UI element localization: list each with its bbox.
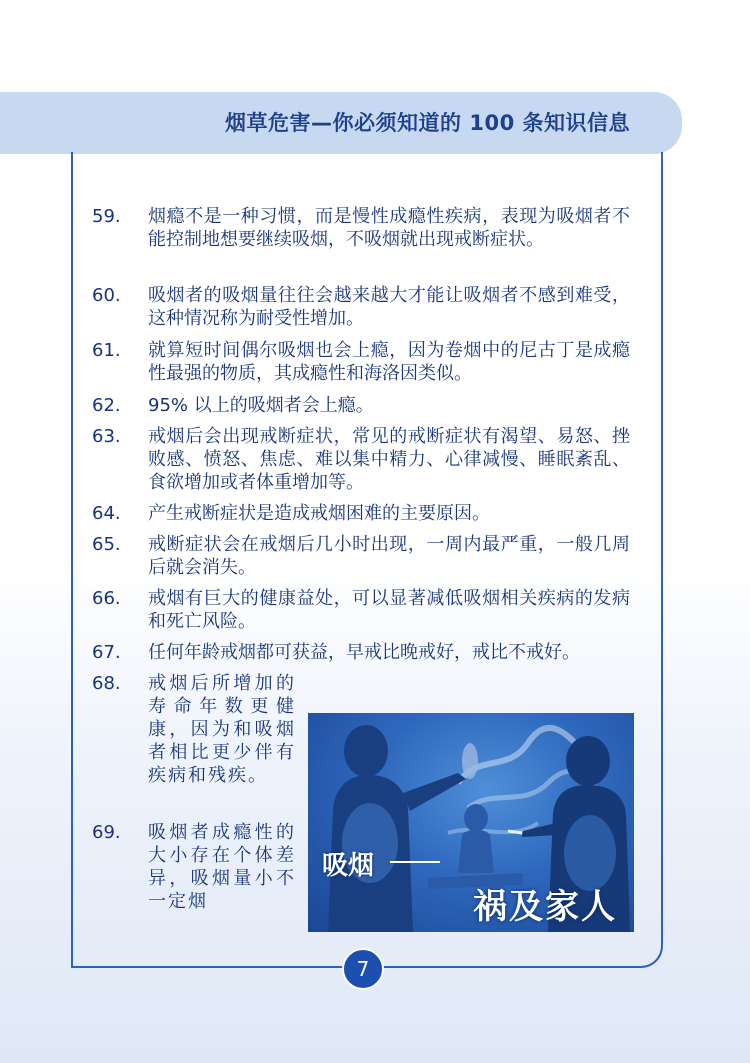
item-number: 66. [92,588,121,609]
item-text: 任何年龄戒烟都可获益，早戒比晚戒好，戒比不戒好。 [148,642,580,663]
page-number: 7 [342,948,384,990]
item-text: 戒断症状会在戒烟后几小时出现，一周内最严重，一般几周后就会消失。 [148,534,630,578]
item-text: 95% 以上的吸烟者会上瘾。 [148,395,374,416]
item-text: 戒烟有巨大的健康益处，可以显著减低吸烟相关疾病的发病和死亡风险。 [148,588,630,632]
item-number: 69. [92,822,121,843]
item-text: 戒烟后会出现戒断症状，常见的戒断症状有渴望、易怒、挫败感、愤怒、焦虑、难以集中精力、心律减慢、睡眠紊乱、食欲增加或者体重增加等。 [148,426,630,493]
item-number: 60. [92,285,121,306]
item-text: 吸烟者成瘾性的大小存在个体差异，吸烟量小不一定烟 [148,822,296,912]
item-number: 64. [92,503,121,524]
item-text: 就算短时间偶尔吸烟也会上瘾，因为卷烟中的尼古丁是成瘾性最强的物质，其成瘾性和海洛因类似。 [148,340,630,384]
item-number: 65. [92,534,121,555]
caption-dash [390,861,440,863]
item-text: 产生戒断症状是造成戒烟困难的主要原因。 [148,503,490,524]
item-text: 戒烟后所增加的寿命年数更健康，因为和吸烟者相比更少伴有疾病和残疾。 [148,673,296,786]
item-text: 烟瘾不是一种习惯，而是慢性成瘾性疾病，表现为吸烟者不能控制地想要继续吸烟，不吸烟就出现戒断症状。 [148,206,630,250]
header-band [0,92,682,154]
item-number: 68. [92,673,121,694]
item-number: 61. [92,340,121,361]
item-number: 59. [92,206,121,227]
item-text: 吸烟者的吸烟量往往会越来越大才能让吸烟者不感到难受，这种情况称为耐受性增加。 [148,285,630,329]
item-number: 67. [92,642,121,663]
item-number: 62. [92,395,121,416]
photo-caption-smoking: 吸烟 [322,851,375,881]
item-number: 63. [92,426,121,447]
photo-caption-harms-family: 祸及家人 [473,887,617,927]
secondhand-smoke-photo [308,713,634,932]
page-header-title: 烟草危害—你必须知道的 100 条知识信息 [225,111,630,135]
